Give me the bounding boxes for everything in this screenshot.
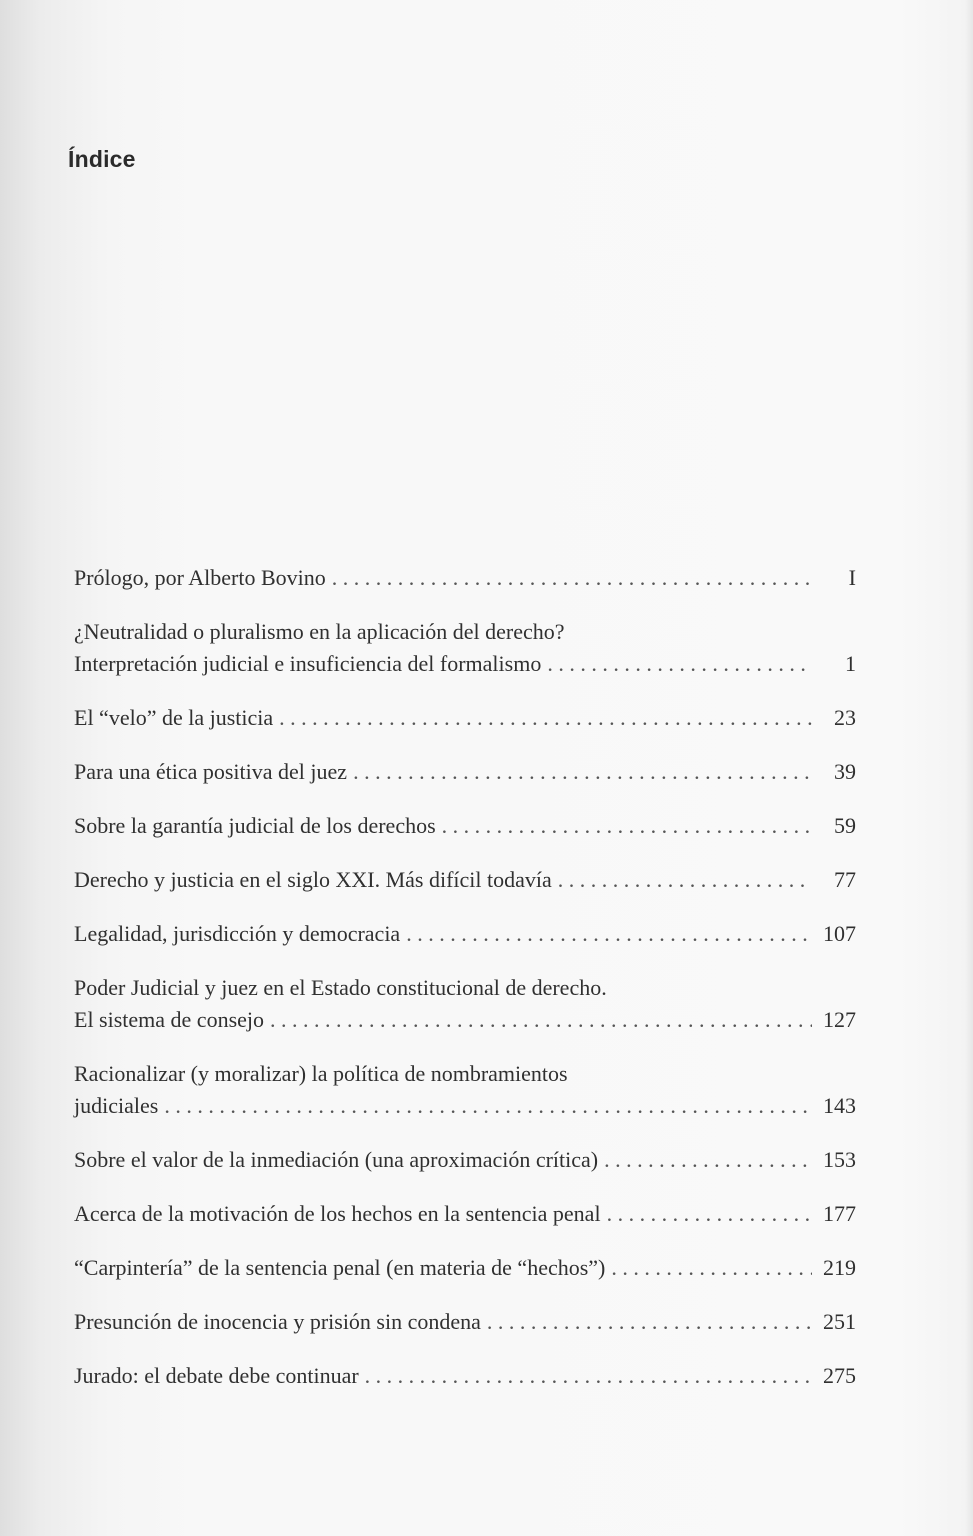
toc-entry-page: 39 [834, 759, 856, 784]
toc-entry-title-line: Poder Judicial y juez en el Estado constitucional de derecho. [74, 975, 607, 1000]
toc-entry-title: Prólogo, por Alberto Bovino [74, 565, 326, 590]
toc-entry-page: 23 [834, 705, 856, 730]
toc-entry [74, 918, 856, 950]
toc-entry-page: 77 [834, 867, 856, 892]
toc-entry-page: 143 [823, 1093, 856, 1118]
leader-dots [406, 918, 812, 950]
toc-entry-title: Presunción de inocencia y prisión sin condena [74, 1309, 481, 1334]
toc-entry-page: 1 [845, 651, 856, 676]
toc-entry-title-line: Racionalizar (y moralizar) la política de nombramientos [74, 1061, 568, 1086]
table-of-contents [74, 562, 856, 1392]
toc-entry-page: 59 [834, 813, 856, 838]
leader-dots [607, 1198, 812, 1230]
leader-dots [604, 1144, 812, 1176]
leader-dots [279, 702, 812, 734]
toc-entry-title: judiciales [74, 1093, 159, 1118]
leader-dots [365, 1360, 812, 1392]
toc-entry [74, 702, 856, 734]
toc-entry-title: “Carpintería” de la sentencia penal (en materia de “hechos”) [74, 1255, 606, 1280]
toc-entry-title: Sobre el valor de la inmediación (una aproximación crítica) [74, 1147, 599, 1172]
toc-entry-title: Legalidad, jurisdicción y democracia [74, 921, 401, 946]
leader-dots [547, 648, 812, 680]
leader-dots [442, 810, 812, 842]
page-title: Índice [68, 146, 136, 172]
toc-entry [74, 1360, 856, 1392]
toc-entry-title: Derecho y justicia en el siglo XXI. Más difícil todavía [74, 867, 552, 892]
toc-entry-title: Acerca de la motivación de los hechos en la sentencia penal [74, 1201, 601, 1226]
toc-entry-title: Interpretación judicial e insuficiencia del formalismo [74, 651, 542, 676]
toc-entry-title: Para una ética positiva del juez [74, 759, 348, 784]
toc-entry [74, 1306, 856, 1338]
toc-entry [74, 562, 856, 594]
toc-entry-page: 275 [823, 1363, 856, 1388]
leader-dots [558, 864, 812, 896]
toc-entry-title-line: ¿Neutralidad o pluralismo en la aplicación del derecho? [74, 619, 565, 644]
toc-entry-page: 177 [823, 1201, 856, 1226]
leader-dots [611, 1252, 812, 1284]
toc-entry-page: 127 [823, 1007, 856, 1032]
toc-entry [74, 972, 856, 1036]
toc-entry-title: El “velo” de la justicia [74, 705, 274, 730]
toc-entry [74, 756, 856, 788]
toc-entry [74, 810, 856, 842]
toc-entry [74, 1198, 856, 1230]
toc-entry-title: Jurado: el debate debe continuar [74, 1363, 359, 1388]
leader-dots [353, 756, 812, 788]
toc-entry-page: 219 [823, 1255, 856, 1280]
leader-dots [332, 562, 812, 594]
toc-entry [74, 1058, 856, 1122]
leader-dots [487, 1306, 812, 1338]
toc-entry [74, 616, 856, 680]
toc-entry-title: Sobre la garantía judicial de los derechos [74, 813, 436, 838]
leader-dots [164, 1090, 812, 1122]
toc-entry [74, 1252, 856, 1284]
toc-entry [74, 1144, 856, 1176]
toc-entry-page: 107 [823, 921, 856, 946]
toc-entry-page: 153 [823, 1147, 856, 1172]
toc-entry [74, 864, 856, 896]
leader-dots [270, 1004, 812, 1036]
toc-entry-page: 251 [823, 1309, 856, 1334]
toc-entry-title: El sistema de consejo [74, 1007, 265, 1032]
toc-entry-page: I [848, 565, 856, 590]
